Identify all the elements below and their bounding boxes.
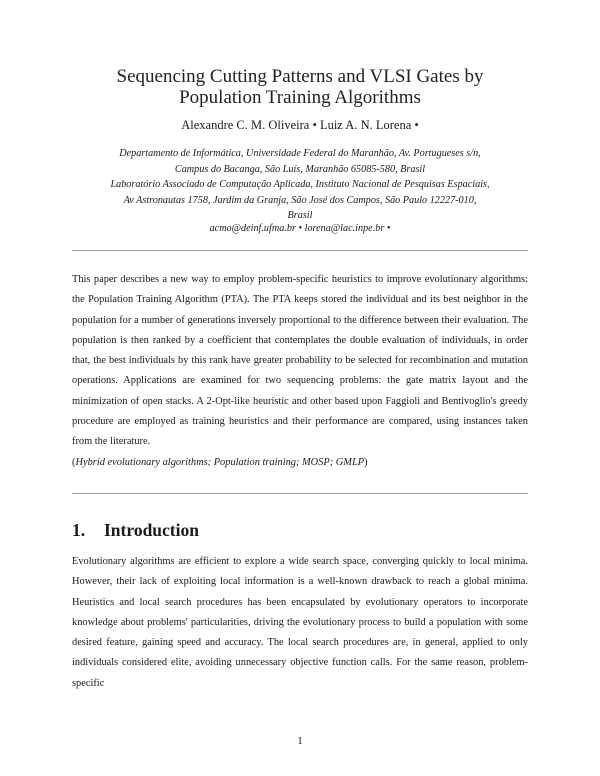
affiliation-2-line-2: Av Astronautas 1758, Jardim da Granja, São José dos Campos, São Paulo 12227-010,: [123, 194, 477, 206]
title-line-1: Sequencing Cutting Patterns and VLSI Gates by: [116, 66, 484, 87]
affiliation-1-line-2: Campus do Bacanga, São Luís, Maranhão 65085-580, Brasil: [174, 163, 426, 175]
affiliation-2-line-1: Laboratório Associado de Computação Aplicada, Instituto Nacional de Pesquisas Espaciais,: [110, 179, 490, 190]
section-heading: [72, 519, 528, 541]
section-title: Introduction: [104, 520, 199, 540]
affiliation-2-line-3: Brasil: [287, 210, 313, 221]
keywords: [72, 453, 528, 473]
author-emails: acmo@deinf.ufma.br • lorena@lac.inpe.br •: [209, 223, 391, 234]
affiliation-1: [66, 146, 534, 177]
paper-title: [40, 66, 560, 108]
section-number: 1.: [72, 520, 86, 540]
page-number: 1: [297, 735, 303, 747]
abstract-text: This paper describes a new way to employ problem-specific heuristics to improve evolutionary algorithms: the Population Training Algorithm (PTA). The PTA keeps stored the individual and its best neighbor in the population for a number of generations inversely proportional to the difference between their evaluation. The population is then ranked by a coefficient that contemplates the double evaluation of individuals, in order that, the best individuals by this rank have greater probability to be selected for recombination and mutation operations. Applications are examined for two sequencing problems: the gate matrix layout and the minimization of open stacks. A 2-Opt-like heuristic and other based upon Faggioli and Bentivoglio's greedy procedure are employed as training heuristics and their performance are compared, using instances taken from the literature.: [72, 274, 528, 448]
affiliation-1-line-1: Departamento de Informática, Universidade Federal do Maranhão, Av. Portugueses s/n,: [119, 148, 481, 159]
keywords-text: Hybrid evolutionary algorithms; Population training; MOSP; GMLP: [75, 456, 365, 468]
keywords-open-paren: (: [72, 456, 76, 468]
abstract-top-rule: [72, 250, 528, 251]
keywords-close-paren: ): [364, 456, 368, 468]
affiliation-2: [66, 177, 534, 224]
abstract: [72, 270, 528, 473]
abstract-bottom-rule: [72, 493, 528, 494]
author-list: Alexandre C. M. Oliveira • Luiz A. N. Lorena •: [181, 118, 419, 132]
introduction-paragraph: Evolutionary algorithms are efficient to explore a wide search space, converging quickly to local minima. However, their lack of exploiting local information is a well-known drawback to reach a global minima. Heuristics and local search procedures has been encapsulated by evolutionary operators to incorporate knowledge about problems' particularities, driving the evolutionary process to build a population with some desired feature, gaining speed and accuracy. The local search procedures are, in general, applied to only individuals considered elite, avoiding unnecessary objective function calls. For the same reason, problem-specific: [72, 556, 528, 689]
title-line-2: Population Training Algorithms: [179, 87, 421, 108]
